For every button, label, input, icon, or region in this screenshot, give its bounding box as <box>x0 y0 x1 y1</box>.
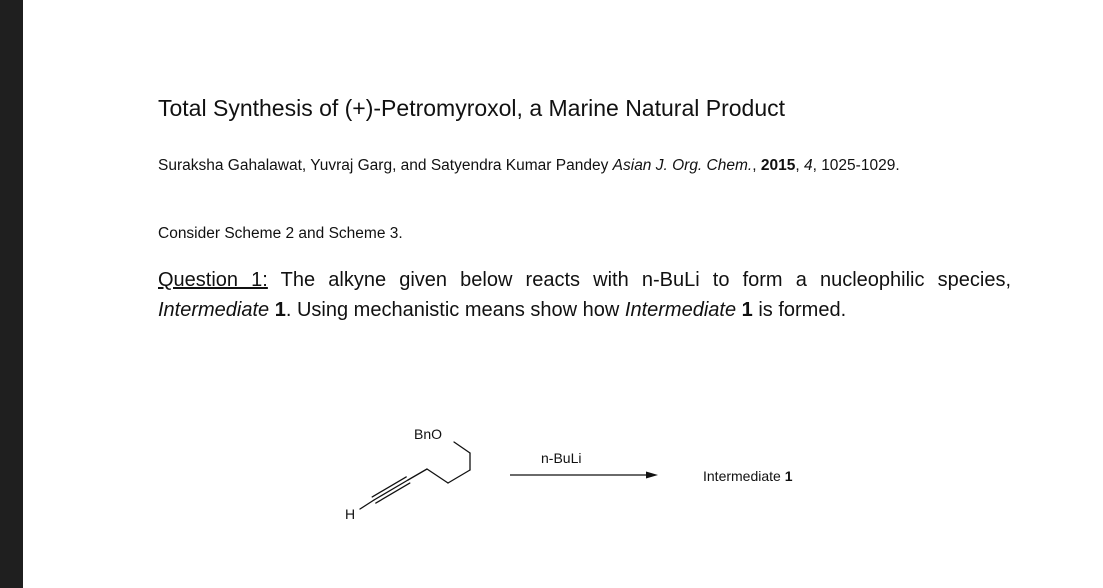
citation-journal: Asian J. Org. Chem. <box>612 157 753 174</box>
question-intermediate-word-1: Intermediate <box>158 299 270 321</box>
product-label <box>703 468 793 484</box>
bond-chain-3 <box>448 470 470 483</box>
reagent-label: n-BuLi <box>541 450 582 466</box>
product-number: 1 <box>784 468 793 484</box>
document-title: Total Synthesis of (+)-Petromyroxol, a Marine Natural Product <box>158 95 785 121</box>
hydrogen-label: H <box>345 506 356 522</box>
reaction-scheme <box>330 415 850 535</box>
question-text-part3: is formed. <box>758 299 847 321</box>
question-intermediate-number-1: 1 <box>274 299 286 321</box>
product-word: Intermediate <box>703 468 781 484</box>
question-intermediate-word-2: Intermediate <box>624 299 737 321</box>
citation-pages: 1025-1029 <box>821 157 896 174</box>
instruction-text: Consider Scheme 2 and Scheme 3. <box>158 225 403 242</box>
left-edge-bar <box>0 0 23 588</box>
citation: Suraksha Gahalawat, Yuvraj Garg, and Satyendra Kumar Pandey Asian J. Org. Chem., 2015, 4, 1025-1029. <box>158 157 900 174</box>
question-1 <box>158 265 1011 325</box>
question-text-part2: . Using mechanistic means show how <box>285 299 620 321</box>
triple-bond-line-3 <box>376 483 410 503</box>
question-label: Question 1: <box>158 269 268 291</box>
bno-label: BnO <box>414 426 443 442</box>
bond-chain-2 <box>427 469 448 483</box>
citation-volume: 4 <box>803 157 813 174</box>
question-intermediate-number-2: 1 <box>741 299 753 321</box>
triple-bond-line-2 <box>372 477 406 497</box>
citation-authors: Suraksha Gahalawat, Yuvraj Garg, and Satyendra Kumar Pandey <box>158 157 609 174</box>
bond-chain-5 <box>454 442 470 453</box>
reaction-arrow-head <box>646 472 658 479</box>
question-text-part1: The alkyne given below reacts with n-BuLi to form a nucleophilic species, <box>280 269 1011 291</box>
triple-bond-line-1 <box>374 480 408 500</box>
bond-chain-1 <box>408 469 427 480</box>
bond-h-c <box>360 500 374 509</box>
citation-year: 2015 <box>760 157 796 174</box>
